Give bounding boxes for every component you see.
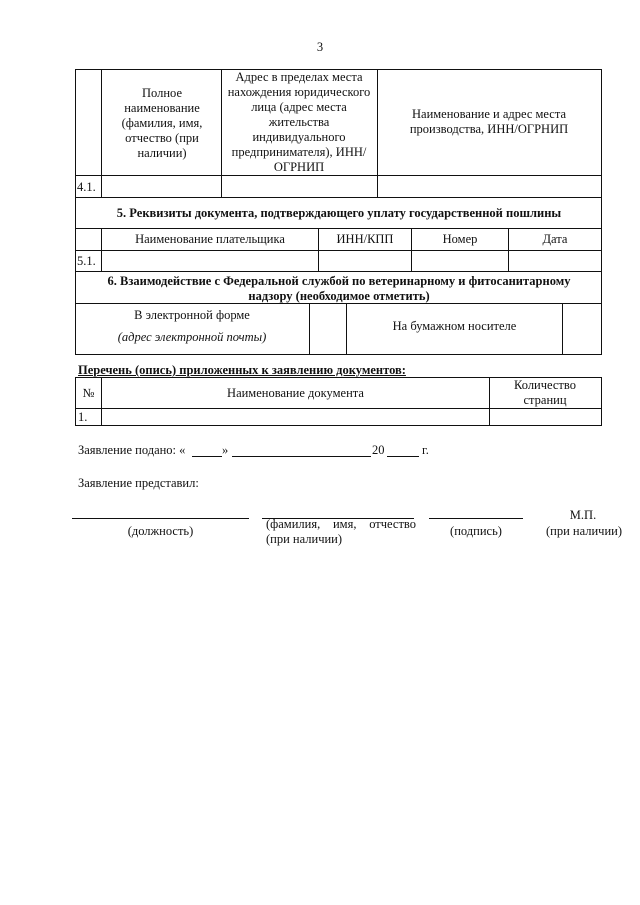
year-suffix: г. <box>422 443 429 457</box>
column-header-pages: Количество страниц <box>514 378 576 407</box>
column-header-inn: ИНН/КПП <box>336 232 394 246</box>
paper-form-label: На бумажном носителе <box>392 319 517 333</box>
page-number: 3 <box>316 40 324 54</box>
paper-checkbox[interactable] <box>563 304 601 354</box>
section-6-title-line1: 6. Взаимодействие с Федеральной службой по ветеринарному и фитосанитарному <box>107 274 571 288</box>
section-6-title-line2: надзору (необходимое отметить) <box>248 289 430 303</box>
electronic-checkbox[interactable] <box>310 304 346 354</box>
year-field[interactable] <box>387 456 419 457</box>
year-prefix: 20 <box>372 443 385 457</box>
email-hint: (адрес электронной почты) <box>117 330 267 344</box>
attachments-title: Перечень (опись) приложенных к заявлению документов: <box>78 363 406 377</box>
signature-caption: (подпись) <box>450 524 502 538</box>
presented-by-label: Заявление представил: <box>78 476 199 490</box>
column-header-payer: Наименование плательщика <box>135 232 285 246</box>
submitted-close-quote: » <box>222 443 229 457</box>
position-caption: (должность) <box>127 524 194 538</box>
submitted-label: Заявление подано: « <box>78 443 186 457</box>
signature-field[interactable] <box>429 518 523 519</box>
column-header-number: Номер <box>442 232 478 246</box>
column-header-doc-name: Наименование документа <box>227 386 364 400</box>
row-label-1: 1. <box>78 410 88 424</box>
month-field[interactable] <box>232 456 371 457</box>
column-header-full-name: Полное наименование (фамилия, имя, отчество (при наличии) <box>121 85 203 160</box>
position-field[interactable] <box>72 518 249 519</box>
section-5-title: 5. Реквизиты документа, подтверждающего уплату государственной пошлины <box>116 206 562 220</box>
full-name-caption: (фамилия, имя, отчество (при наличии) <box>266 517 416 546</box>
stamp-label: М.П. <box>569 508 597 522</box>
day-field[interactable] <box>192 456 222 457</box>
column-header-no: № <box>82 386 95 400</box>
electronic-form-label: В электронной форме <box>134 308 250 322</box>
column-header-address: Адрес в пределах места нахождения юридического лица (адрес места жительства индивидуального предпринимателя), ИНН/ОГРНИП <box>227 69 371 174</box>
stamp-note: (при наличии) <box>545 524 623 538</box>
row-label-5-1: 5.1. <box>77 254 96 268</box>
row-label-4-1: 4.1. <box>77 180 96 194</box>
column-header-production: Наименование и адрес места производства, ИНН/ОГРНИП <box>409 107 569 136</box>
column-header-date: Дата <box>542 232 568 246</box>
